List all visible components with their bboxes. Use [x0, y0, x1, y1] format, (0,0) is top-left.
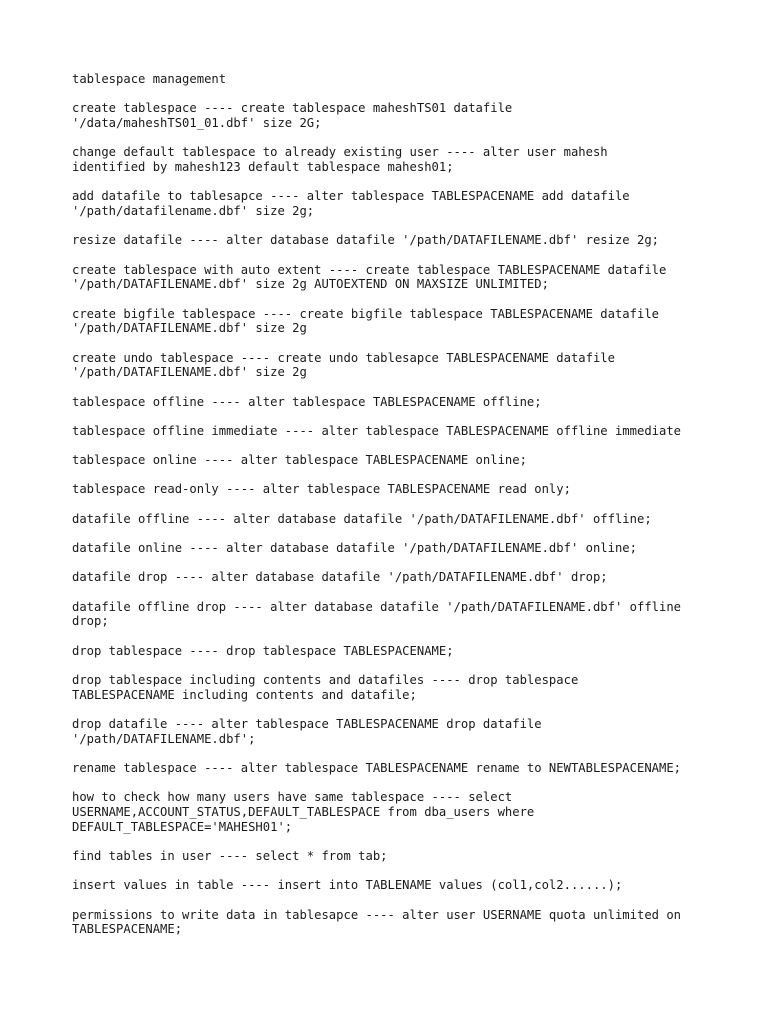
entry-drop-tablespace: drop tablespace ---- drop tablespace TABLESPACENAME;: [72, 643, 454, 658]
entry-change-default-tablespace: change default tablespace to already existing user ---- alter user mahesh identified by mahesh123 default tablespace mahesh01;: [72, 145, 608, 174]
entry-find-tables-in-user: find tables in user ---- select * from tab;: [72, 848, 388, 863]
entry-create-bigfile-tablespace: create bigfile tablespace ---- create bigfile tablespace TABLESPACENAME datafile '/path/DATAFILENAME.dbf' size 2g: [72, 306, 659, 336]
entry-permissions-write-data: permissions to write data in tablesapce ---- alter user USERNAME quota unlimited on TABLESPACENAME;: [72, 907, 682, 937]
entry-datafile-offline: datafile offline ---- alter database datafile '/path/DATAFILENAME.dbf' offline;: [72, 511, 652, 526]
document-title: tablespace management: [72, 72, 227, 86]
entry-insert-values: insert values in table ---- insert into TABLENAME values (col1,col2......);: [72, 878, 623, 893]
entry-tablespace-read-only: tablespace read-only ---- alter tablespace TABLESPACENAME read only;: [72, 482, 571, 497]
entry-create-tablespace-autoextend: create tablespace with auto extent ---- create tablespace TABLESPACENAME datafile '/path/DATAFILENAME.dbf' size 2g AUTOEXTEND ON MAXSIZE UNLIMITED;: [72, 262, 667, 292]
entry-drop-datafile: drop datafile ---- alter tablespace TABLESPACENAME drop datafile '/path/DATAFILENAME.dbf';: [72, 716, 542, 746]
entry-resize-datafile: resize datafile ---- alter database datafile '/path/DATAFILENAME.dbf' resize 2g;: [72, 233, 659, 248]
entry-tablespace-offline: tablespace offline ---- alter tablespace TABLESPACENAME offline;: [72, 394, 542, 409]
entry-create-tablespace: create tablespace ---- create tablespace maheshTS01 datafile '/data/maheshTS01_01.dbf' size 2G;: [72, 101, 513, 130]
entry-rename-tablespace: rename tablespace ---- alter tablespace TABLESPACENAME rename to NEWTABLESPACENAME;: [72, 760, 682, 775]
document-body: [72, 72, 712, 952]
entry-add-datafile: add datafile to tablesapce ---- alter tablespace TABLESPACENAME add datafile '/path/datafilename.dbf' size 2g;: [72, 189, 630, 218]
entry-drop-tablespace-including-contents: drop tablespace including contents and datafiles ---- drop tablespace TABLESPACENAME including contents and datafile;: [72, 672, 579, 702]
entry-datafile-offline-drop: datafile offline drop ---- alter database datafile '/path/DATAFILENAME.dbf' offline drop;: [72, 599, 682, 629]
entry-datafile-drop: datafile drop ---- alter database datafile '/path/DATAFILENAME.dbf' drop;: [72, 570, 608, 585]
entry-create-undo-tablespace: create undo tablespace ---- create undo tablesapce TABLESPACENAME datafile '/path/DATAFILENAME.dbf' size 2g: [72, 350, 615, 380]
entry-tablespace-online: tablespace online ---- alter tablespace TABLESPACENAME online;: [72, 453, 527, 468]
entry-datafile-online: datafile online ---- alter database datafile '/path/DATAFILENAME.dbf' online;: [72, 541, 637, 556]
entry-check-users-same-tablespace: how to check how many users have same tablespace ---- select USERNAME,ACCOUNT_STATUS,DEFAULT_TABLESPACE from dba_users where DEFAULT_TABLESPACE='MAHESH01';: [72, 790, 535, 834]
entry-tablespace-offline-immediate: tablespace offline immediate ---- alter tablespace TABLESPACENAME offline immediate: [72, 423, 682, 438]
